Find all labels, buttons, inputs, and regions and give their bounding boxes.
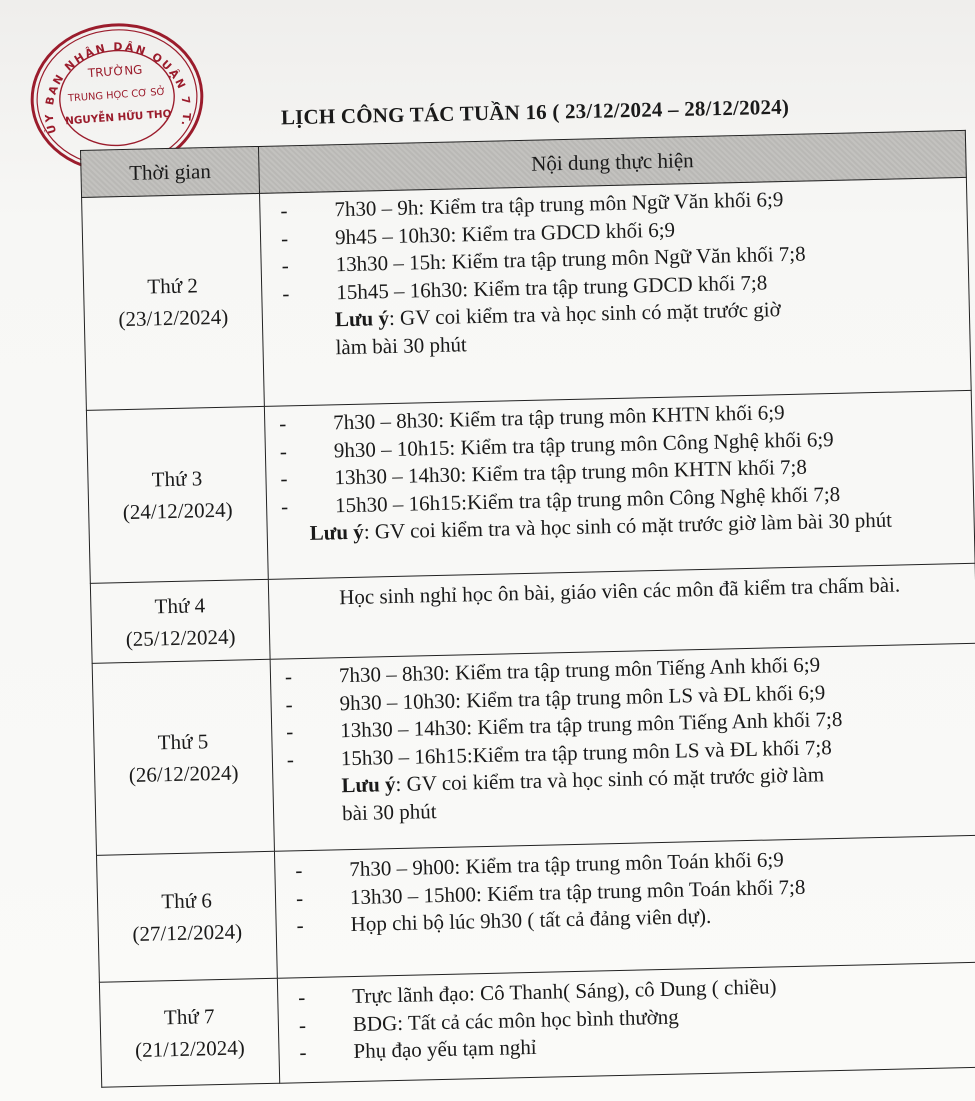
activity-text: 13h30 – 15h00: Kiểm tra tập trung môn Toán khối 7;8 (349, 874, 806, 909)
bullet-dash: - (298, 985, 306, 1010)
table-row (92, 643, 975, 855)
bullet-dash: - (285, 691, 293, 716)
bullet-dash: - (279, 438, 288, 464)
header-time: Thời gian (81, 146, 260, 197)
activity-text: 7h30 – 9h: Kiểm tra tập trung môn Ngữ Văn khối 6;9 (334, 187, 784, 222)
day-label: Thứ 6 (161, 888, 213, 914)
bullet-dash: - (280, 198, 288, 223)
content-cell (277, 962, 975, 1083)
activity-text: BDG: Tất cả các môn học bình thường (352, 1004, 680, 1036)
activity-list (285, 648, 973, 774)
bullet-dash: - (280, 466, 288, 491)
stamp-outer-text: ỦY BAN NHÂN DÂN QUẬN 7 T.P HỒ CHÍ MINH (22, 17, 194, 136)
table-row (82, 177, 972, 410)
bullet-dash: - (282, 280, 290, 305)
note-text: : GV coi kiểm tra và học sinh có mặt trước giờ làm bài 30 phút (335, 297, 781, 359)
day-label: Thứ 7 (163, 1004, 215, 1030)
activity-text: 9h45 – 10h30: Kiểm tra GDCD khối 6;9 (334, 217, 676, 249)
schedule-table-wrapper (80, 130, 975, 1086)
stamp-line-1: TRƯỜNG (87, 62, 143, 81)
bullet-dash: - (296, 913, 304, 938)
day-date: (25/12/2024) (125, 624, 236, 651)
day-label: Thứ 2 (147, 273, 199, 299)
day-date: (26/12/2024) (128, 760, 239, 787)
activity-text: 7h30 – 8h30: Kiểm tra tập trung môn Tiếng Anh khối 6;9 (338, 652, 821, 688)
day-cell (86, 406, 268, 583)
activity-list (280, 182, 962, 307)
activity-text: 7h30 – 9h00: Kiểm tra tập trung môn Toán khối 6;9 (349, 847, 784, 882)
day-cell (90, 579, 270, 663)
header-content: Nội dung thực hiện (258, 130, 966, 193)
day-date: (21/12/2024) (134, 1035, 246, 1062)
note-label: Lưu ý (309, 519, 365, 545)
day-cell (82, 193, 265, 410)
day-label: Thứ 4 (154, 592, 206, 618)
day-cell (92, 659, 274, 855)
bullet-dash: - (295, 858, 303, 883)
activity-text: 13h30 – 14h30: Kiểm tra tập trung môn KHTN khối 7;8 (334, 454, 808, 490)
activity-text: 9h30 – 10h30: Kiểm tra tập trung môn LS và ĐL khối 6;9 (339, 679, 826, 715)
document-title: LỊCH CÔNG TÁC TUẦN 16 ( 23/12/2024 – 28/12/2024) (280, 94, 790, 130)
bullet-dash: - (284, 664, 293, 689)
content-cell (260, 177, 972, 406)
activity-text: Trực lãnh đạo: Cô Thanh( Sáng), cô Dung ( chiều) (351, 974, 777, 1009)
bullet-dash: - (298, 1012, 307, 1037)
note-text: : GV coi kiểm tra và học sinh có mặt trước giờ làm bài 30 phút (363, 507, 893, 544)
day-label: Thứ 3 (151, 466, 203, 492)
content-cell (264, 390, 975, 579)
content-cell (274, 835, 975, 978)
activity-text: Phụ đạo yếu tạm nghỉ (353, 1034, 537, 1064)
table-row (99, 962, 975, 1087)
day-date: (24/12/2024) (122, 497, 233, 525)
activity-list (298, 969, 975, 1067)
bullet-dash: - (278, 411, 287, 436)
bullet-dash: - (286, 746, 295, 771)
activity-text: 13h30 – 15h: Kiểm tra tập trung môn Ngữ Văn khối 7;8 (335, 241, 806, 277)
stamp-line-3: NGUYỄN HỮU THỌ (64, 107, 172, 128)
day-date: (23/12/2024) (118, 304, 229, 332)
table-row (97, 835, 975, 982)
activity-list (295, 842, 975, 940)
bullet-dash: - (299, 1040, 307, 1065)
bullet-dash: - (281, 253, 289, 278)
activity-text: Họp chi bộ lúc 9h30 ( tất cả đảng viên dự). (350, 903, 712, 937)
activity-text: 7h30 – 8h30: Kiểm tra tập trung môn KHTN khối 6;9 (332, 400, 785, 435)
activity-text: 15h30 – 16h15:Kiểm tra tập trung môn LS và ĐL khối 7;8 (340, 734, 832, 770)
schedule-table (80, 130, 975, 1088)
activity-text: 15h30 – 16h15:Kiểm tra tập trung môn Công Nghệ khối 7;8 (334, 481, 841, 517)
content-cell (270, 643, 975, 851)
note-label: Lưu ý (334, 306, 390, 332)
activity-text: 13h30 – 14h30: Kiểm tra tập trung môn Tiếng Anh khối 7;8 (339, 706, 843, 743)
bullet-dash: - (295, 885, 304, 910)
day-cell (97, 851, 278, 982)
day-date: (27/12/2024) (132, 919, 243, 947)
bullet-dash: - (280, 493, 289, 519)
day-cell (99, 978, 279, 1087)
note-text: : GV coi kiểm tra và học sinh có mặt trước giờ làm bài 30 phút (341, 762, 825, 825)
day-label: Thứ 5 (157, 728, 209, 754)
bullet-dash: - (280, 225, 289, 250)
activity-paragraph: Học sinh nghỉ học ôn bài, giáo viên các môn đã kiểm tra chấm bài. (338, 572, 901, 610)
note-label: Lưu ý (341, 772, 396, 798)
stamp-line-2: TRUNG HỌC CƠ SỞ (67, 86, 166, 105)
activity-list (279, 395, 967, 521)
table-row (86, 390, 975, 583)
activity-text: 9h30 – 10h15: Kiểm tra tập trung môn Công Nghệ khối 6;9 (333, 426, 834, 462)
bullet-dash: - (285, 719, 294, 744)
activity-text: 15h45 – 16h30: Kiểm tra tập trung GDCD khối 7;8 (336, 269, 768, 304)
